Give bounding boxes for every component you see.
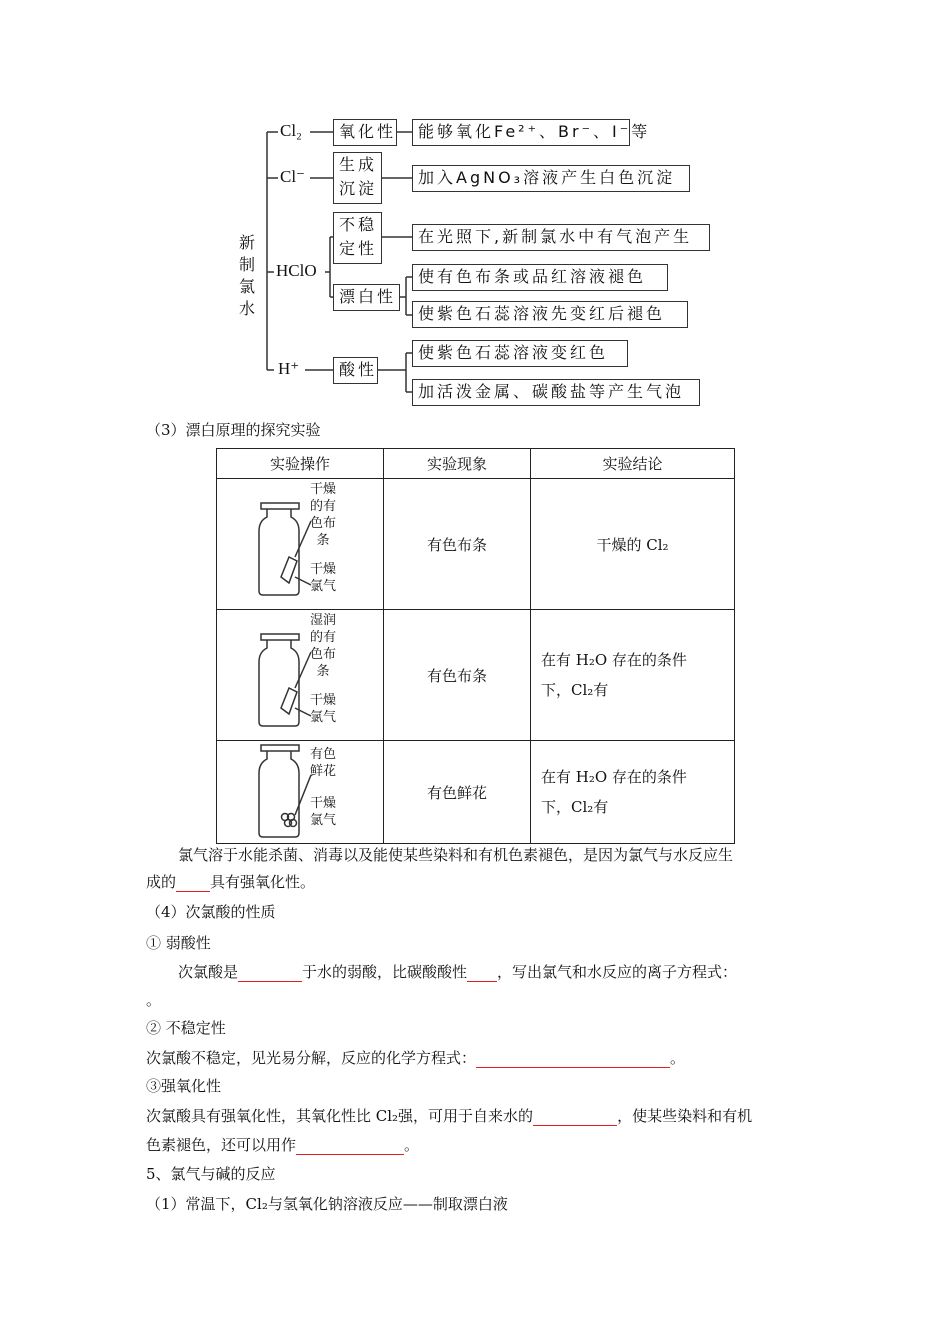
- conclusion-text: 干燥的 Cl₂: [596, 535, 669, 554]
- jar-cloth-icon: [255, 499, 315, 599]
- jar-label-line: 条: [316, 533, 330, 548]
- effect-cl-minus: 加入AgNO₃溶液产生白色沉淀: [412, 165, 690, 192]
- species-cl2: Cl₂: [280, 121, 302, 140]
- conclusion-text: 在有 H₂O 存在的条件: [541, 651, 687, 669]
- jar-label-bottom: [310, 561, 336, 595]
- answer-blank[interactable]: [238, 965, 302, 982]
- species-hclo: HClO: [276, 261, 317, 280]
- jar-label-line: 条: [316, 664, 330, 679]
- phenomenon-cell: 有色鲜花: [384, 741, 531, 844]
- chlorine-water-diagram: [230, 110, 710, 410]
- effect-unstable: 在光照下,新制氯水中有气泡产生: [412, 224, 710, 251]
- property-oxidizing: 氧化性: [333, 119, 397, 146]
- conclusion-cell: [531, 741, 735, 844]
- answer-blank[interactable]: [476, 1051, 670, 1068]
- table-row: [217, 610, 735, 741]
- section3-paragraph-line1: 氯气溶于水能杀菌、消毒以及能使某些染料和有机色素褪色，是因为氯气与水反应生: [178, 846, 734, 864]
- jar-label-line: 的有: [310, 630, 337, 645]
- text-run: 次氯酸不稳定，见光易分解，反应的化学方程式：: [146, 1049, 477, 1067]
- jar-flower-icon: [255, 743, 315, 841]
- jar-label-line: 色布: [310, 647, 337, 662]
- jar-label-line: 湿润: [310, 613, 337, 628]
- jar-label-top: [310, 481, 336, 549]
- jar-label-top: [310, 612, 336, 680]
- conclusion-cell: [531, 610, 735, 741]
- jar-label-bottom: [310, 795, 336, 829]
- text-run: ，使某些染料和有机: [617, 1107, 753, 1125]
- section4-heading: （4）次氯酸的性质: [146, 903, 276, 921]
- section4-sub2: ② 不稳定性: [146, 1019, 226, 1037]
- table-header: 实验现象: [384, 449, 531, 479]
- conclusion-cell: [531, 479, 735, 610]
- jar-label-line: 有色: [310, 747, 337, 762]
- property-unstable-line2: 定性: [339, 239, 378, 258]
- jar-cloth-icon: [255, 630, 315, 730]
- answer-blank[interactable]: [296, 1138, 404, 1155]
- jar-label-line: 氯气: [310, 710, 337, 725]
- text-run: 。: [404, 1136, 420, 1154]
- diagram-title: 新制氯水: [238, 233, 255, 318]
- jar-label-line: 鲜花: [310, 764, 337, 779]
- answer-blank[interactable]: [467, 965, 497, 982]
- table-row: [217, 741, 735, 844]
- jar-label-line: 干燥: [310, 693, 337, 708]
- table-header: 实验操作: [217, 449, 384, 479]
- section4-sub3: ③强氧化性: [146, 1077, 222, 1095]
- conclusion-text: 下，Cl₂有: [541, 681, 609, 699]
- section3-paragraph-line2: [146, 872, 315, 892]
- section4-sub2-text: [146, 1048, 685, 1068]
- jar-label-line: 干燥: [310, 482, 337, 497]
- text-run: 。: [670, 1049, 686, 1067]
- jar-label-top: [310, 746, 336, 780]
- table-header: 实验结论: [531, 449, 735, 479]
- text-run: 具有强氧化性。: [210, 873, 316, 891]
- property-acidic: 酸性: [333, 357, 378, 384]
- property-bleaching: 漂白性: [333, 284, 400, 311]
- jar-label-line: 干燥: [310, 796, 337, 811]
- experiment-table: [216, 448, 735, 844]
- answer-blank[interactable]: [533, 1109, 617, 1126]
- property-unstable-line1: 不稳: [339, 215, 378, 234]
- species-cl-minus: Cl⁻: [280, 167, 306, 186]
- text-run: 次氯酸具有强氧化性，其氧化性比 Cl₂强，可用于自来水的: [146, 1107, 534, 1125]
- jar-cell: [217, 610, 384, 741]
- conclusion-text: 在有 H₂O 存在的条件: [541, 768, 687, 786]
- answer-blank[interactable]: [176, 875, 210, 892]
- section3-heading: （3）漂白原理的探究实验: [146, 421, 321, 439]
- text-run: 于水的弱酸，比碳酸酸性: [302, 963, 468, 981]
- species-h-plus: H⁺: [278, 359, 300, 378]
- effect-bleach-1: 使有色布条或品红溶液褪色: [412, 264, 668, 291]
- section4-sub3-text-2: [146, 1135, 419, 1155]
- property-unstable: [333, 212, 382, 264]
- section4-sub1-text: [178, 962, 737, 982]
- jar-label-line: 干燥: [310, 562, 337, 577]
- section4-sub3-text: [146, 1106, 752, 1126]
- section4-sub1-end: 。: [146, 991, 162, 1009]
- phenomenon-cell: 有色布条: [384, 610, 531, 741]
- table-header-row: [217, 449, 735, 479]
- section5-sub1: （1）常温下，Cl₂与氢氧化钠溶液反应——制取漂白液: [146, 1195, 508, 1213]
- text-run: 色素褪色，还可以用作: [146, 1136, 297, 1154]
- effect-cl2: 能够氧化Fe²⁺、Br⁻、I⁻等: [412, 119, 630, 146]
- effect-acid-2: 加活泼金属、碳酸盐等产生气泡: [412, 379, 700, 406]
- jar-label-line: 氯气: [310, 579, 337, 594]
- property-precipitate-line2: 沉淀: [339, 179, 378, 198]
- text-run: 次氯酸是: [178, 963, 239, 981]
- section4-sub1: ① 弱酸性: [146, 934, 211, 952]
- jar-label-line: 色布: [310, 516, 337, 531]
- jar-label-line: 的有: [310, 499, 337, 514]
- effect-bleach-2: 使紫色石蕊溶液先变红后褪色: [412, 301, 688, 328]
- effect-acid-1: 使紫色石蕊溶液变红色: [412, 340, 628, 367]
- text-run: ，写出氯气和水反应的离子方程式：: [497, 963, 738, 981]
- table-row: [217, 479, 735, 610]
- text-run: 成的: [146, 873, 177, 891]
- jar-cell: [217, 741, 384, 844]
- property-precipitate: [333, 152, 382, 204]
- phenomenon-cell: 有色布条: [384, 479, 531, 610]
- section5-heading: 5、氯气与碱的反应: [146, 1165, 276, 1183]
- jar-label-bottom: [310, 692, 336, 726]
- property-precipitate-line1: 生成: [339, 155, 378, 174]
- jar-label-line: 氯气: [310, 813, 337, 828]
- jar-cell: [217, 479, 384, 610]
- conclusion-text: 下，Cl₂有: [541, 798, 609, 816]
